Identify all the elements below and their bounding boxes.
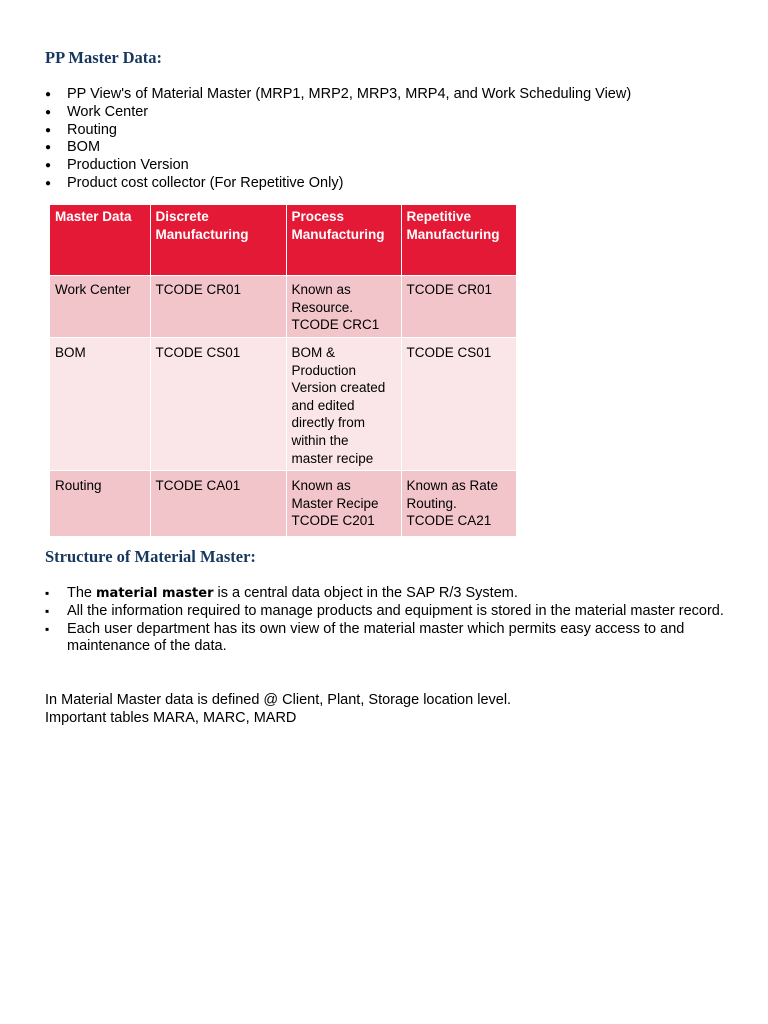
table-cell: BOM & Production Version created and edited directly from within the master recipe — [286, 338, 401, 471]
table-cell: TCODE CR01 — [401, 276, 516, 338]
item-text-suffix: is a central data object in the SAP R/3 System. — [213, 585, 518, 601]
table-cell: TCODE CR01 — [150, 276, 286, 338]
structure-heading: Structure of Material Master: — [45, 547, 256, 566]
table-cell: TCODE CS01 — [401, 338, 516, 471]
header-process-manufacturing: Process Manufacturing — [286, 205, 401, 276]
list-item: ▪ All the information required to manage products and equipment is stored in the material master record. — [45, 603, 725, 621]
header-discrete-manufacturing: Discrete Manufacturing — [150, 205, 286, 276]
table-cell: TCODE CA01 — [150, 471, 286, 537]
table-cell: Known as Master Recipe TCODE C201 — [286, 471, 401, 537]
table-cell: BOM — [50, 338, 150, 471]
header-repetitive-manufacturing: Repetitive Manufacturing — [401, 205, 516, 276]
material-level-paragraph: In Material Master data is defined @ Client, Plant, Storage location level. — [45, 692, 512, 708]
pp-views-list — [45, 86, 631, 193]
list-item: ● PP View's of Material Master (MRP1, MRP2, MRP3, MRP4, and Work Scheduling View) — [45, 86, 631, 104]
list-item: ▪ Each user department has its own view of the material master which permits easy access to and maintenance of the data. — [45, 621, 725, 657]
list-item: ● Production Version — [45, 157, 631, 175]
table-cell: Known as Resource. TCODE CRC1 — [286, 276, 401, 338]
table-header-row — [50, 205, 516, 276]
table-cell: Work Center — [50, 276, 150, 338]
pp-master-data-heading: PP Master Data: — [45, 48, 162, 67]
table-row — [50, 471, 516, 537]
header-master-data: Master Data — [50, 205, 150, 276]
list-item: ● BOM — [45, 139, 631, 157]
list-item: ● Routing — [45, 122, 631, 140]
list-item: ● Product cost collector (For Repetitive Only) — [45, 175, 631, 193]
table-cell: Routing — [50, 471, 150, 537]
table-cell: TCODE CS01 — [150, 338, 286, 471]
table-row — [50, 338, 516, 471]
list-item: ● Work Center — [45, 104, 631, 122]
list-item — [45, 585, 725, 603]
table-cell: Known as Rate Routing. TCODE CA21 — [401, 471, 516, 537]
item-text-prefix: The — [67, 585, 97, 601]
material-master-term: material master — [96, 586, 214, 601]
table-row — [50, 276, 516, 338]
structure-list — [45, 585, 725, 656]
important-tables-paragraph: Important tables MARA, MARC, MARD — [45, 710, 297, 726]
master-data-table — [50, 205, 517, 537]
